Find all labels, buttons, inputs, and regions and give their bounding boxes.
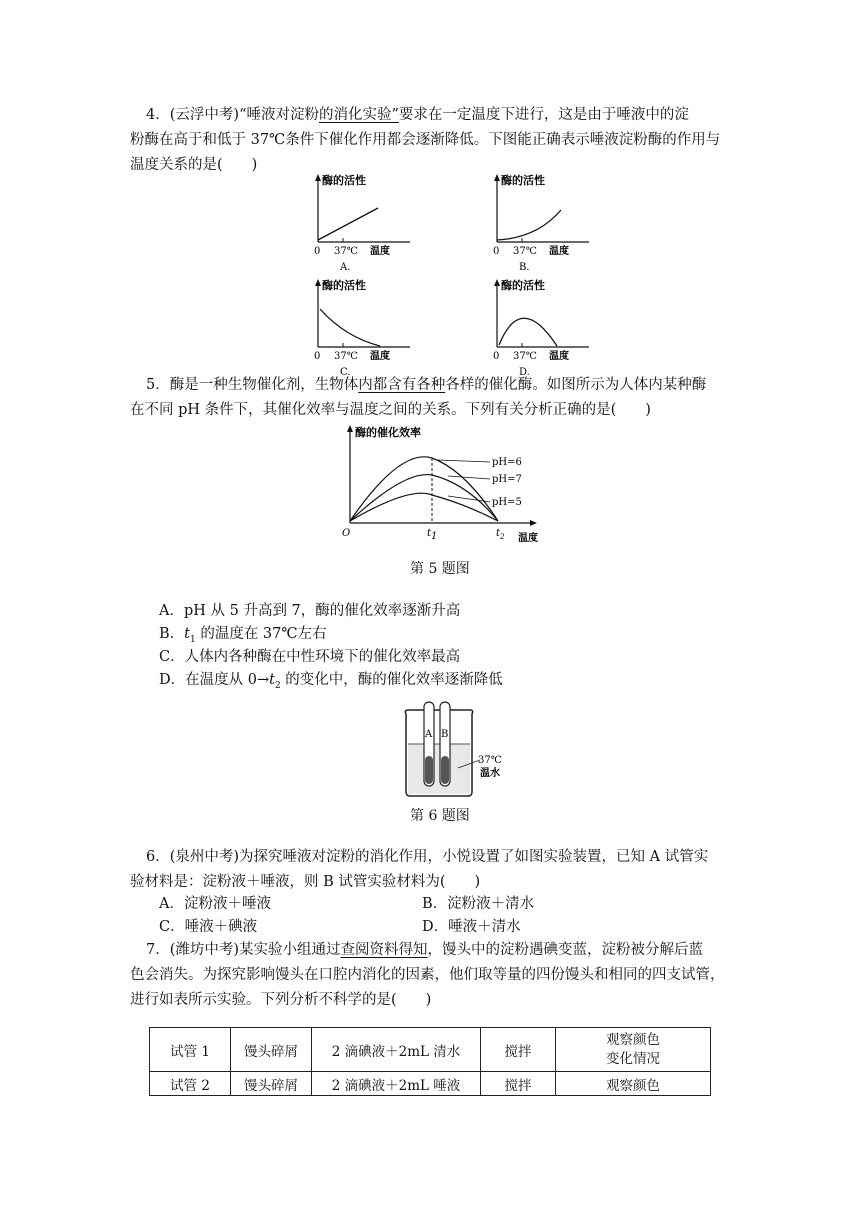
chart-d-letter: D. <box>519 367 530 378</box>
experiment-table <box>149 1027 711 1096</box>
chart-b-curve <box>497 210 561 240</box>
table-cell: 2 滴碘液＋2mL 清水 <box>312 1028 481 1072</box>
chart-c-ylabel: 酶的活性 <box>322 279 366 292</box>
chart-option-a <box>300 170 420 275</box>
chart-a-letter: A. <box>340 262 351 273</box>
table-row <box>150 1072 711 1096</box>
q5-origin: O <box>342 528 351 539</box>
chart-c-tick: 37℃ <box>334 351 358 362</box>
q5-option-c: C．人体内各种酶在中性环境下的催化效率最高 <box>159 649 461 665</box>
q5-curve-ph7 <box>350 475 498 521</box>
table-cell: 馒头碎屑 <box>231 1028 312 1072</box>
q5-curve-ph5 <box>350 493 498 521</box>
q6-figure-caption: 第 6 题图 <box>410 808 470 824</box>
q6-option-d: D．唾液＋清水 <box>422 919 521 935</box>
q5-t1-label: t1 <box>427 528 438 542</box>
chart-b-ylabel: 酶的活性 <box>501 174 545 187</box>
q5-legend-ph5: pH=5 <box>492 497 522 508</box>
chart-b-origin: 0 <box>493 246 500 257</box>
chart-d-curve <box>499 318 557 346</box>
question-4-text: 4．(云浮中考)“唾液对淀粉的消化实验”要求在一定温度下进行，这是由于唾液中的淀 粉酶在高于和低于 37℃条件下催化作用都会逐渐降低。下图能正确表示唾液淀粉酶的作用与 温度关系的是( ) <box>130 107 721 173</box>
table-cell: 观察颜色 变化情况 <box>556 1028 711 1072</box>
table-cell: 试管 2 <box>150 1072 231 1096</box>
tube-b-label: B <box>441 729 449 740</box>
chart-a-xlabel: 温度 <box>370 246 390 257</box>
chart-d-ylabel: 酶的活性 <box>501 279 545 292</box>
chart-d-origin: 0 <box>493 351 500 362</box>
q5-legend-ph6: pH=6 <box>492 457 522 468</box>
warm-water-label: 温水 <box>480 768 500 779</box>
warm-water <box>408 744 470 794</box>
chart-option-c <box>300 275 420 380</box>
chart-c-xlabel: 温度 <box>370 351 390 362</box>
chart-a-ylabel: 酶的活性 <box>322 174 366 187</box>
question-6-beaker-figure <box>398 700 508 800</box>
question-7-text: 7．(潍坊中考)某实验小组通过查阅资料得知，馒头中的淀粉遇碘变蓝，淀粉被分解后蓝 色会消失。为探究影响馒头在口腔内消化的因素，他们取等量的四份馒头和相同的四支试管， 进行如表所示实验。下列分析不科学的是( ) <box>130 942 725 1008</box>
tube-a-label: A <box>425 729 433 740</box>
chart-c-letter: C. <box>340 367 351 378</box>
chart-option-b <box>479 170 599 275</box>
chart-a-tick: 37℃ <box>334 246 358 257</box>
table-cell: 试管 1 <box>150 1028 231 1072</box>
chart-d-xlabel: 温度 <box>549 351 569 362</box>
q5-option-d: D．在温度从 $0\to t_2$ 的变化中，酶的催化效率逐渐降低 <box>159 672 503 691</box>
q5-figure-caption: 第 5 题图 <box>410 561 470 577</box>
q6-option-c: C．唾液＋碘液 <box>159 919 258 935</box>
q5-option-b: B．$t_1$ 的温度在 37℃左右 <box>159 626 327 645</box>
question-6-text: 6．(泉州中考)为探究唾液对淀粉的消化作用，小悦设置了如图实验装置，已知 A 试管实 验材料是：淀粉液＋唾液，则 B 试管实验材料为( ) <box>130 849 709 890</box>
chart-option-d <box>479 275 599 380</box>
table-cell: 馒头碎屑 <box>231 1072 312 1096</box>
table-cell: 2 滴碘液＋2mL 唾液 <box>312 1072 481 1096</box>
q6-option-b: B．淀粉液＋清水 <box>422 896 535 912</box>
q5-legend-ph7: pH=7 <box>492 474 522 485</box>
chart-b-xlabel: 温度 <box>549 246 569 257</box>
chart-c-origin: 0 <box>314 351 321 362</box>
chart-b-tick: 37℃ <box>513 246 537 257</box>
chart-a-curve <box>318 208 378 240</box>
question-5-text: 5．酶是一种生物催化剂，生物体内都含有各种各样的催化酶。如图所示为人体内某种酶 在不同 pH 条件下，其催化效率与温度之间的关系。下列有关分析正确的是( ) <box>130 377 707 418</box>
chart-d-tick: 37℃ <box>513 351 537 362</box>
q6-option-a: A．淀粉液＋唾液 <box>159 896 271 912</box>
question-5-chart <box>330 418 560 553</box>
chart-a-origin: 0 <box>314 246 321 257</box>
q5-ylabel: 酶的催化效率 <box>355 426 421 439</box>
q5-xlabel: 温度 <box>518 533 538 544</box>
chart-c-curve <box>320 309 380 346</box>
q5-option-a: A．pH 从 5 升高到 7，酶的催化效率逐渐升高 <box>159 603 461 619</box>
table-cell: 搅拌 <box>481 1028 556 1072</box>
q5-curve-ph6 <box>350 457 498 521</box>
chart-b-letter: B. <box>519 262 530 273</box>
table-cell: 搅拌 <box>481 1072 556 1096</box>
table-row <box>150 1028 711 1072</box>
table-cell: 观察颜色 <box>556 1072 711 1096</box>
q5-t2-label: $t_2$ <box>496 528 505 541</box>
temp-label: 37℃ <box>478 755 502 766</box>
